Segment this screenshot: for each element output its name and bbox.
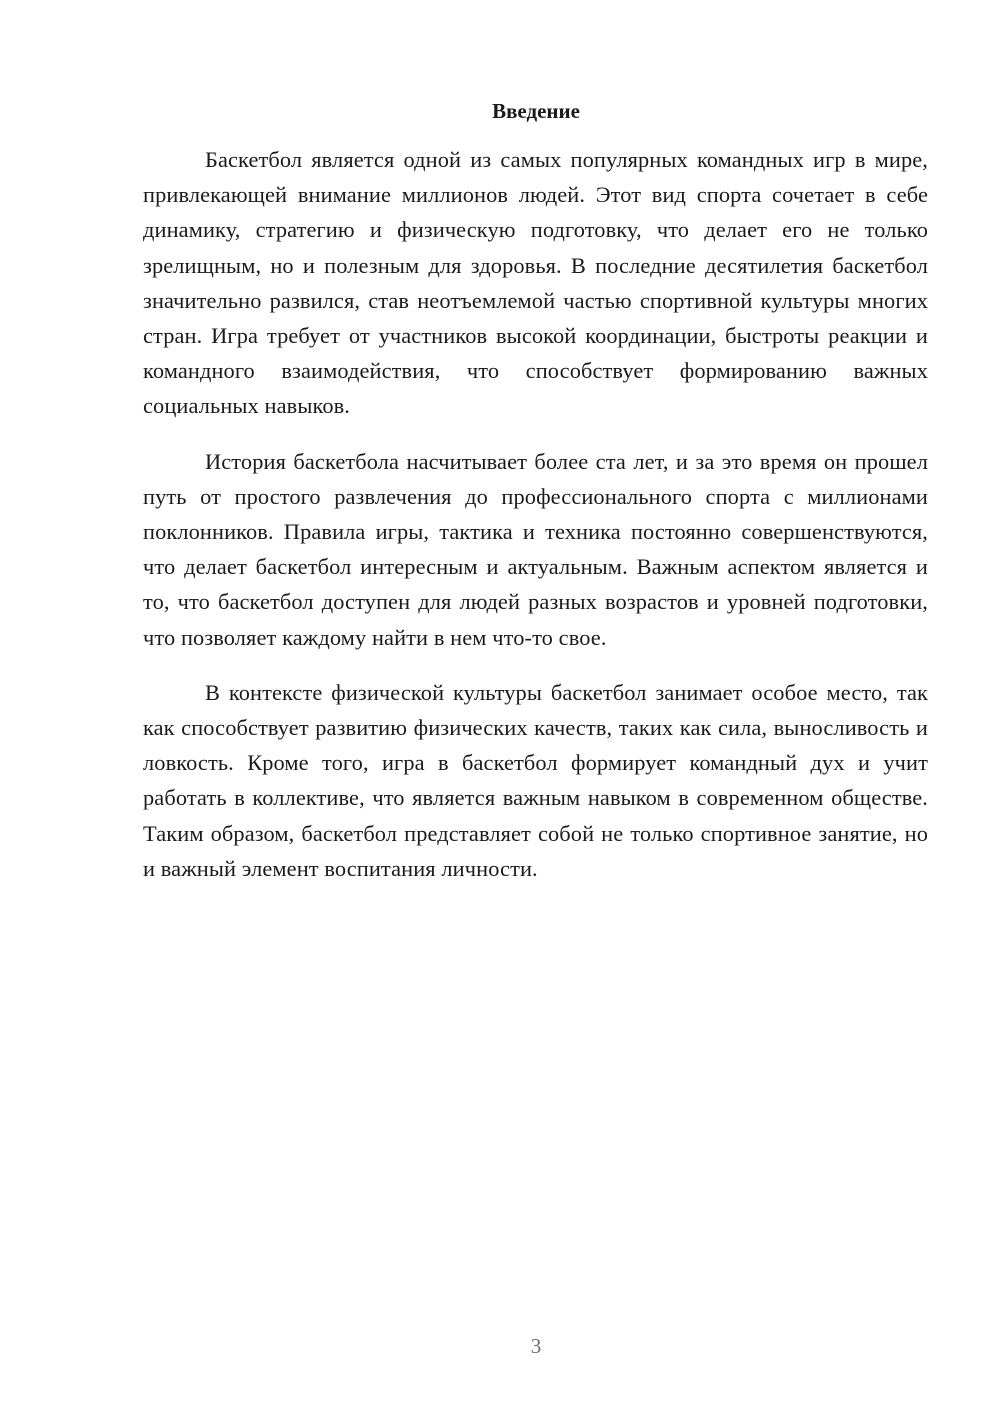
paragraph-1: Баскетбол является одной из самых популярных командных игр в мире, привлекающей внимание миллионов людей. Этот вид спорта сочетает в себе динамику, стратегию и физическую подготовку, что делает его не только зрелищным, но и полезным для здоровья. В последние десятилетия баскетбол значительно развился, став неотъемлемой частью спортивной культуры многих стран. Игра требует от участников высокой координации, быстроты реакции и командного взаимодействия, что способствует формированию важных социальных навыков. [143, 147, 928, 419]
paragraph-2: История баскетбола насчитывает более ста лет, и за это время он прошел путь от простого развлечения до профессионального спорта с миллионами поклонников. Правила игры, тактика и техника постоянно совершенствуются, что делает баскетбол интересным и актуальным. Важным аспектом является и то, что баскетбол доступен для людей разных возрастов и уровней подготовки, что позволяет каждому найти в нем что-то свое. [143, 448, 928, 650]
page-number: 3 [530, 1334, 542, 1358]
paragraph-3: В контексте физической культуры баскетбол занимает особое место, так как способствует развитию физических качеств, таких как сила, выносливость и ловкость. Кроме того, игра в баскетбол формирует командный дух и учит работать в коллективе, что является важным навыком в современном обществе. Таким образом, баскетбол представляет собой не только спортивное занятие, но и важный элемент воспитания личности. [143, 679, 928, 881]
document-body [143, 142, 928, 886]
section-heading: Введение [492, 99, 580, 123]
